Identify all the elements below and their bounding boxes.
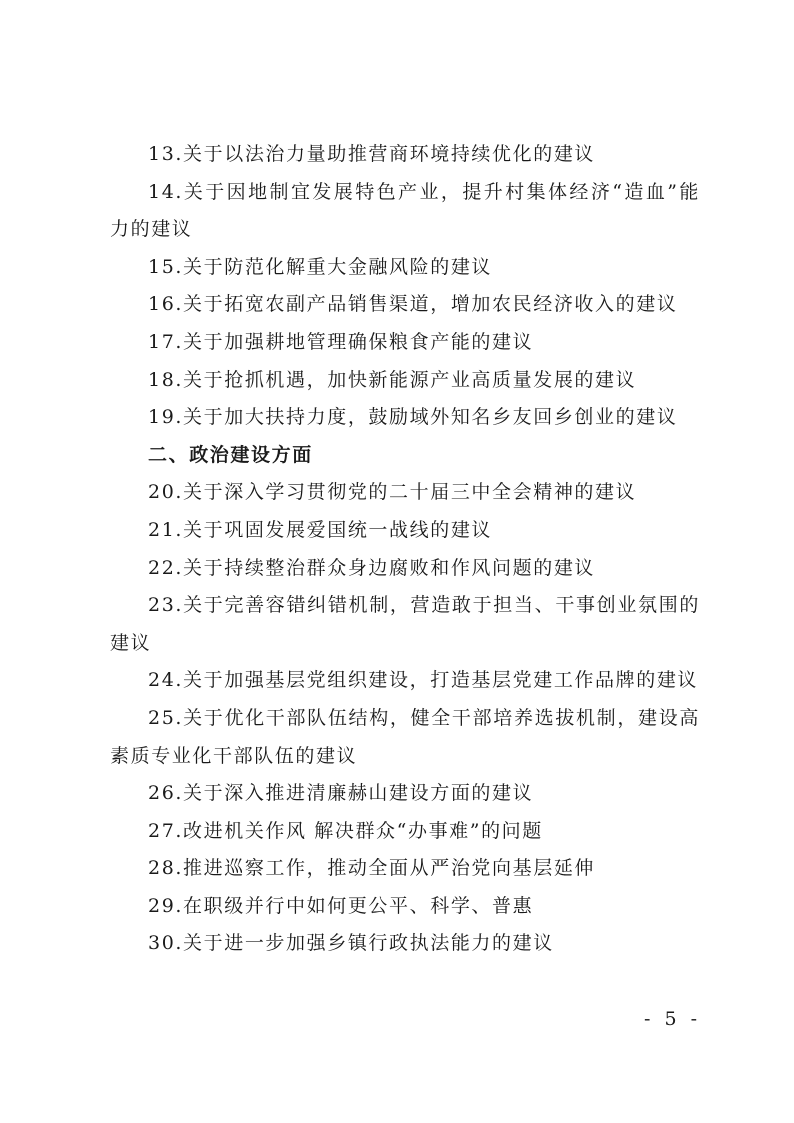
list-item-30: 30.关于进一步加强乡镇行政执法能力的建议: [148, 932, 554, 955]
list-item-20: 20.关于深入学习贯彻党的二十届三中全会精神的建议: [148, 481, 637, 504]
list-item-21: 21.关于巩固发展爱国统一战线的建议: [148, 518, 493, 541]
list-item-23: 23.关于完善容错纠错机制，营造敢于担当、干事创业氛围的建议: [110, 594, 700, 654]
list-item-27: 27.改进机关作风 解决群众“办事难”的问题: [148, 819, 543, 842]
list-item-28: 28.推进巡察工作，推动全面从严治党向基层延伸: [148, 857, 596, 880]
list-item-15: 15.关于防范化解重大金融风险的建议: [148, 255, 493, 278]
list-item-25: 25.关于优化干部队伍结构，健全干部培养选拔机制，建设高素质专业化干部队伍的建议: [110, 706, 700, 767]
list-item-17: 17.关于加强耕地管理确保粮食产能的建议: [148, 330, 534, 353]
list-item-29: 29.在职级并行中如何更公平、科学、普惠: [148, 894, 534, 917]
list-item-26: 26.关于深入推进清廉赫山建设方面的建议: [148, 782, 534, 805]
section-heading-political: 二、政治建设方面: [148, 443, 313, 466]
list-item-22: 22.关于持续整治群众身边腐败和作风问题的建议: [148, 556, 596, 579]
list-item-13: 13.关于以法治力量助推营商环境持续优化的建议: [148, 143, 596, 165]
list-item-14: 14.关于因地制宜发展特色产业，提升村集体经济“造血”能力的建议: [110, 180, 700, 241]
list-item-18: 18.关于抢抓机遇，加快新能源产业高质量发展的建议: [148, 368, 637, 391]
page-number: - 5 -: [644, 1008, 702, 1030]
list-item-16: 16.关于拓宽农副产品销售渠道，增加农民经济收入的建议: [148, 293, 678, 316]
list-item-24: 24.关于加强基层党组织建设，打造基层党建工作品牌的建议: [148, 669, 699, 692]
document-body: [110, 136, 700, 963]
list-item-19: 19.关于加大扶持力度，鼓励域外知名乡友回乡创业的建议: [148, 406, 678, 429]
